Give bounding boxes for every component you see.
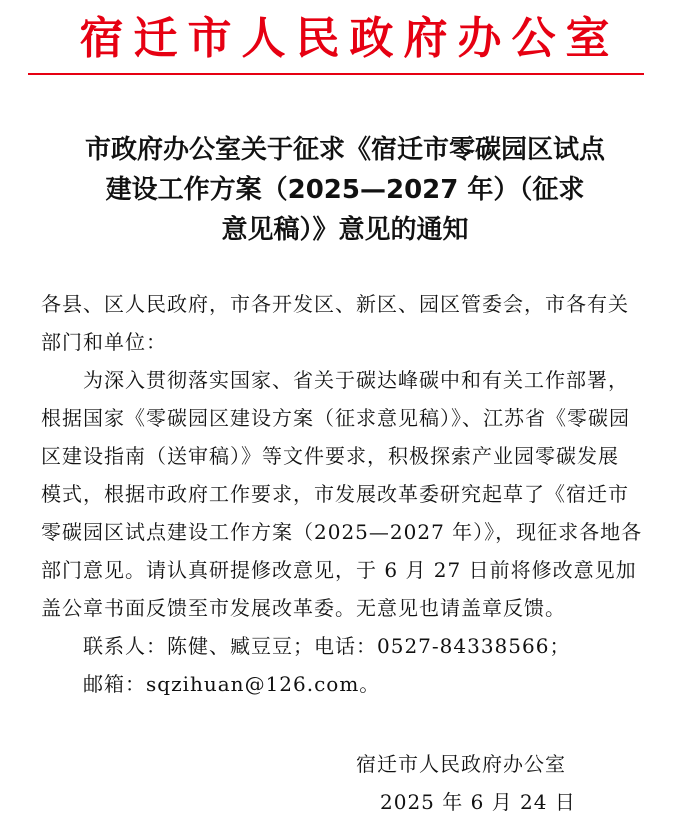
body-line: 根据国家《零碳园区建设方案（征求意见稿）》、江苏省《零碳园: [41, 406, 630, 430]
signature-block: [356, 745, 576, 821]
document-title-line: 市政府办公室关于征求《宿迁市零碳园区试点: [84, 135, 605, 165]
signature-date: 2025 年 6 月 24 日: [380, 790, 576, 814]
body-line: 模式，根据市政府工作要求，市发展改革委研究起草了《宿迁市: [41, 482, 629, 506]
contact-line: 联系人：陈健、臧豆豆；电话：0527-84338566；: [83, 634, 571, 658]
body-line: 零碳园区试点建设工作方案（2025—2027 年）》，现征求各地各: [41, 520, 643, 544]
email-line: 邮箱：sqzihuan@126.com。: [83, 672, 381, 696]
document-title-line: 意见稿）》意见的通知: [221, 215, 469, 245]
body-line: 为深入贯彻落实国家、省关于碳达峰碳中和有关工作部署，: [83, 368, 629, 392]
document-body: [41, 285, 653, 703]
salutation-line: 各县、区人民政府，市各开发区、新区、园区管委会，市各有关: [41, 292, 629, 316]
document-title-line: 建设工作方案（2025—2027 年）（征求: [105, 175, 585, 205]
salutation-line: 部门和单位：: [41, 330, 167, 354]
body-line: 区建设指南（送审稿）》等文件要求，积极探索产业园零碳发展: [41, 444, 619, 468]
document-title: [30, 130, 660, 250]
letterhead: [0, 14, 695, 64]
letterhead-title: 宿迁市人民政府办公室: [79, 13, 620, 64]
body-line: 部门意见。请认真研提修改意见，于 6 月 27 日前将修改意见加: [41, 558, 637, 582]
body-line: 盖公章书面反馈至市发展改革委。无意见也请盖章反馈。: [41, 596, 566, 620]
letterhead-red-rule: [28, 73, 644, 75]
signature-issuer: 宿迁市人民政府办公室: [356, 752, 566, 776]
